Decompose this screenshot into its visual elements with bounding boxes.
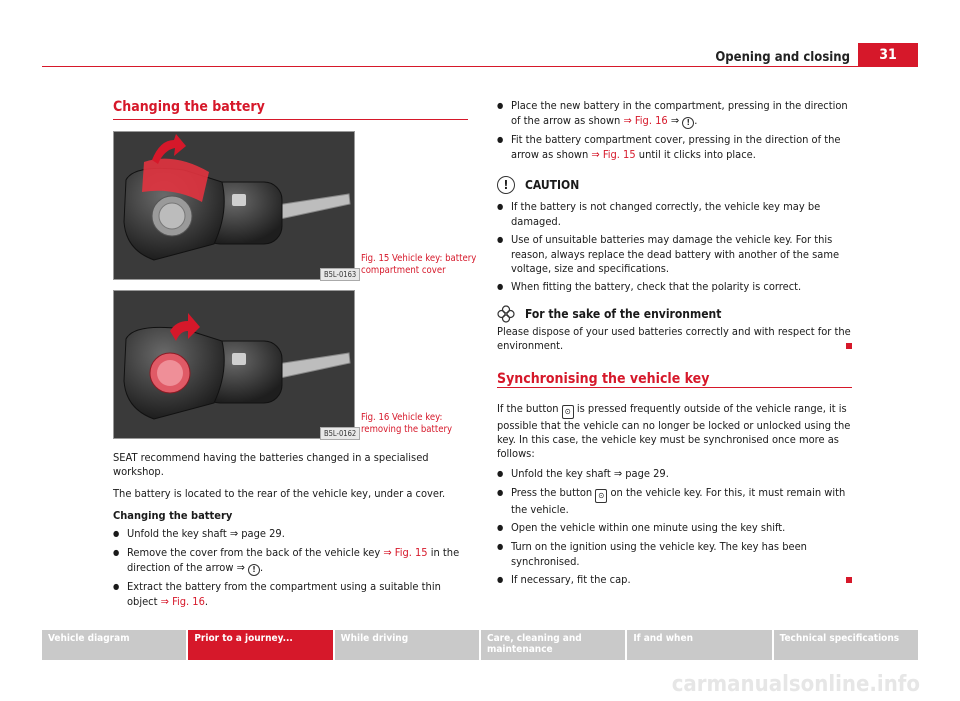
environment-flower-icon [497, 305, 515, 323]
tab-if-and-when[interactable]: If and when [627, 630, 773, 660]
tab-while-driving[interactable]: While driving [335, 630, 481, 660]
subheading-changing-battery: Changing the battery [113, 509, 233, 522]
text: in the direction of the arrow ⇒ [127, 546, 460, 574]
sync-item-4: ● Turn on the ignition using the vehicle key. The key has been synchronised. [497, 540, 852, 569]
text: on the vehicle key. For this, it must remain with the vehicle. [511, 486, 846, 516]
figure-15-image [113, 131, 355, 280]
figure-16-image [113, 290, 355, 439]
tab-care-cleaning-maintenance[interactable]: Care, cleaning and maintenance [481, 630, 627, 660]
text: Press the button [511, 486, 596, 499]
figure-16-code: B5L-0162 [320, 427, 360, 440]
sync-item-2 [497, 486, 852, 517]
text: ⇒ [667, 114, 683, 127]
text: Place the new battery in the compartment, pressing in the direction of the arrow as shown [511, 99, 848, 127]
environment-title: For the sake of the environment [525, 307, 722, 321]
section-title-changing-battery: Changing the battery [113, 99, 265, 115]
figure-16-caption: Fig. 16 Vehicle key: removing the battery [361, 412, 453, 435]
fig15-reference-link-2[interactable]: ⇒ Fig. 15 [591, 148, 636, 161]
caution-item-3: ● When fitting the battery, check that the polarity is correct. [497, 280, 852, 295]
section-end-marker-2 [846, 577, 852, 583]
text: If the button [497, 402, 562, 415]
caution-item-1: ● If the battery is not changed correctly, the vehicle key may be damaged. [497, 200, 852, 229]
section-rule [113, 119, 468, 120]
para-battery-location: The battery is located to the rear of the vehicle key, under a cover. [113, 487, 446, 500]
text: until it clicks into place. [635, 148, 756, 161]
left-bullet-1: ● Unfold the key shaft ⇒ page 29. [113, 527, 468, 542]
caution-circle-icon: ! [248, 564, 260, 576]
caution-icon: ! [497, 176, 515, 194]
sync-paragraph [497, 402, 852, 461]
text: . [204, 595, 209, 608]
watermark: carmanualsonline.info [671, 672, 920, 697]
text: Extract the battery from the compartment using a suitable thin object [127, 580, 441, 608]
text: Please dispose of your used batteries correctly and with respect for the environment. [497, 325, 851, 352]
fig16-reference-link[interactable]: ⇒ Fig. 16 [160, 595, 205, 608]
sync-item-5 [497, 573, 852, 588]
sync-item-1: ● Unfold the key shaft ⇒ page 29. [497, 467, 852, 482]
fig16-reference-link-2[interactable]: ⇒ Fig. 16 [623, 114, 668, 127]
section-title-synchronising: Synchronising the vehicle key [497, 371, 710, 387]
running-header-title: Opening and closing [715, 50, 850, 65]
key-illustration-cover [114, 132, 354, 279]
text: Remove the cover from the back of the vehicle key [127, 546, 384, 559]
sync-body-text [497, 402, 852, 596]
caution-heading [497, 176, 852, 194]
figure-15-code: B5L-0163 [320, 268, 360, 281]
caution-item-2: ● Use of unsuitable batteries may damage the vehicle key. For this reason, always replace the dead battery with another of the same voltage, size and specifications. [497, 233, 852, 276]
text: If necessary, fit the cap. [511, 573, 631, 586]
section-end-marker [846, 343, 852, 349]
key-illustration-battery [114, 291, 354, 438]
caution-circle-icon: ! [682, 117, 694, 129]
header-rule [42, 66, 918, 67]
figure-15-caption: Fig. 15 Vehicle key: battery compartment cover [361, 253, 477, 276]
left-bullet-2: ● Remove the cover from the back of the vehicle key ⇒ Fig. 15 in the direction of the arrow ⇒ ! . [113, 546, 468, 576]
sync-item-3: ● Open the vehicle within one minute using the key shift. [497, 521, 852, 536]
left-bullet-3 [113, 580, 468, 609]
environment-heading [497, 305, 852, 323]
environment-text [497, 325, 852, 353]
key-button-icon: ⊙ [562, 405, 574, 419]
page-number: 31 [858, 43, 918, 67]
text: Fit the battery compartment cover, pressing in the direction of the arrow as shown [511, 133, 841, 161]
caution-title: CAUTION [525, 178, 580, 192]
tab-technical-specifications[interactable]: Technical specifications [774, 630, 918, 660]
tab-vehicle-diagram[interactable]: Vehicle diagram [42, 630, 188, 660]
tab-prior-to-journey[interactable]: Prior to a journey... [188, 630, 334, 660]
right-bullet-1: ● Place the new battery in the compartment, pressing in the direction of the arrow as shown ⇒ Fig. 16 ⇒ ! . [497, 99, 852, 129]
right-bullet-2 [497, 133, 852, 162]
right-body-text [497, 99, 852, 353]
section-rule-2 [497, 387, 852, 388]
fig15-reference-link[interactable]: ⇒ Fig. 15 [383, 546, 428, 559]
key-button-icon: ⊙ [595, 489, 607, 503]
text: is pressed frequently outside of the vehicle range, it is possible that the vehicle can no longer be locked or unlocked using the key. In this case, the vehicle key must be synchronised once more as follows: [497, 402, 851, 460]
para-specialised-workshop: SEAT recommend having the batteries changed in a specialised workshop. [113, 451, 429, 478]
left-body-text [113, 451, 468, 617]
chapter-tabs [42, 630, 918, 660]
